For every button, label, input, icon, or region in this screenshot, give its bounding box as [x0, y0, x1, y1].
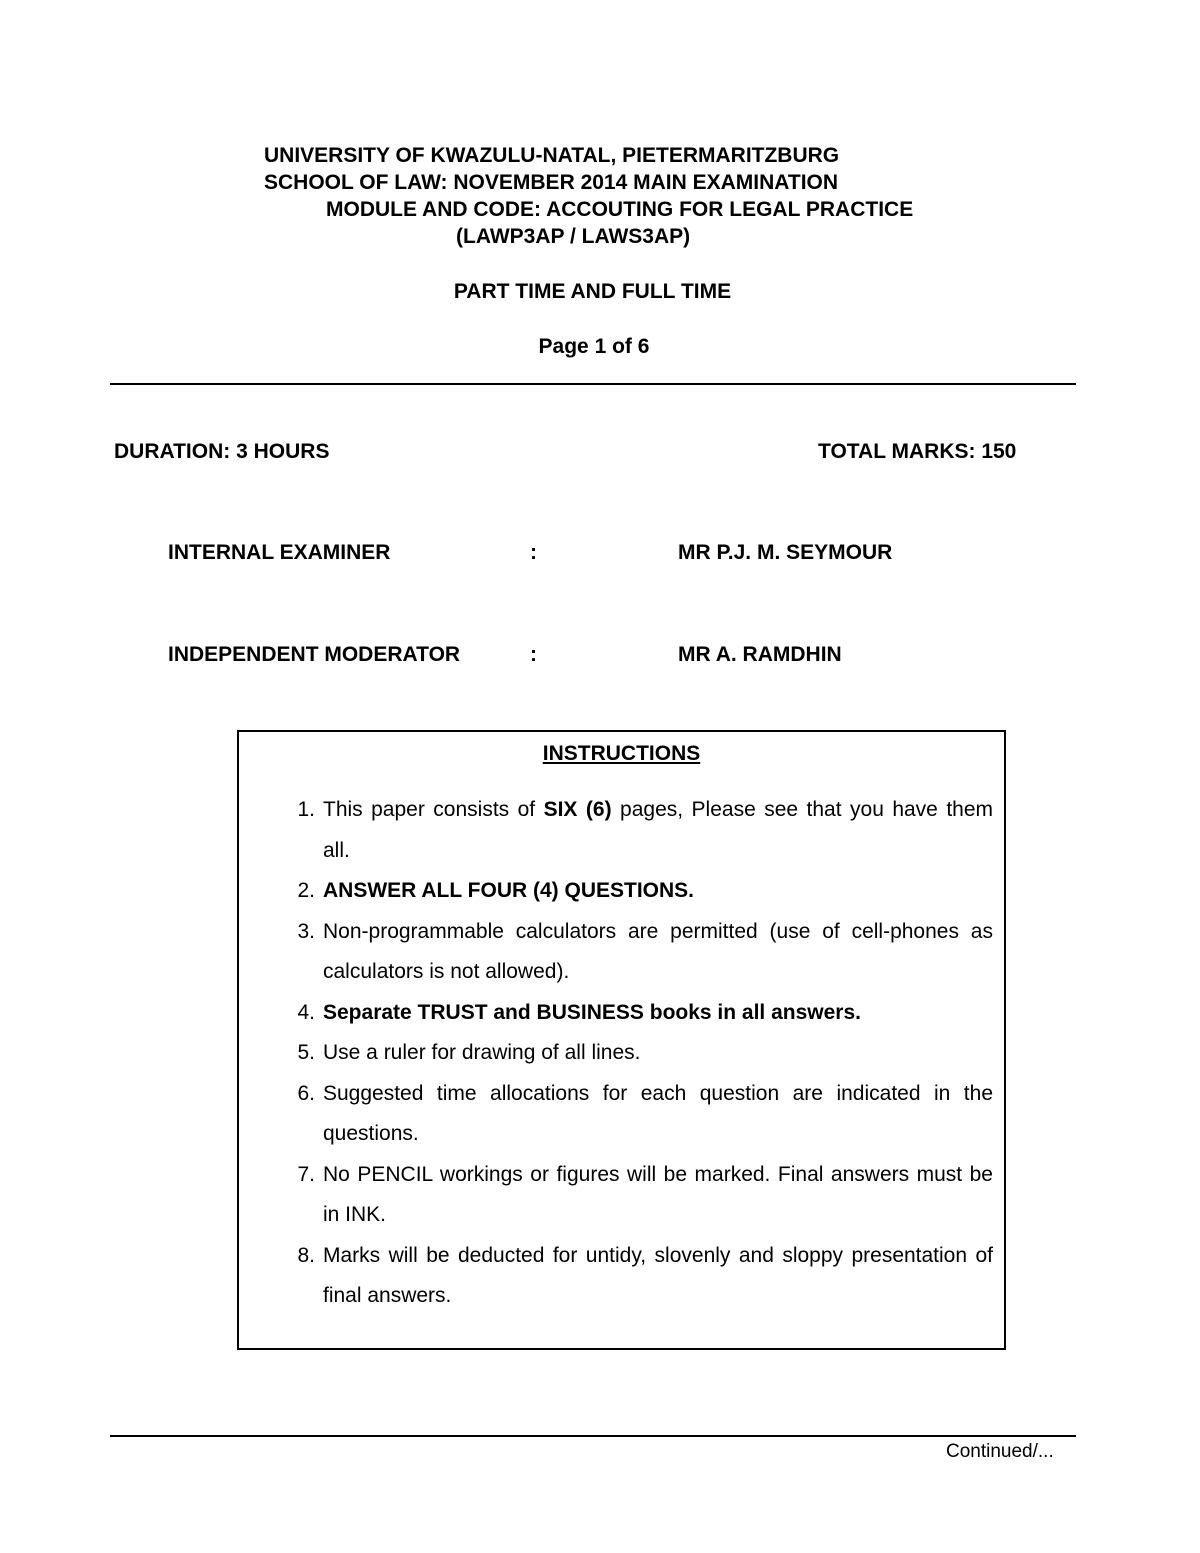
staff-role: INDEPENDENT MODERATOR	[168, 643, 461, 666]
staff-separator: :	[530, 643, 537, 666]
staff-name: MR P.J. M. SEYMOUR	[678, 541, 893, 564]
staff-name: MR A. RAMDHIN	[678, 643, 842, 666]
instruction-item: 8. Marks will be deducted for untidy, slovenly and sloppy presentation of final answers.	[285, 1236, 993, 1317]
instructions-list	[285, 790, 993, 1317]
instruction-item: 7. No PENCIL workings or figures will be marked. Final answers must be in INK.	[285, 1155, 993, 1236]
university-title: UNIVERSITY OF KWAZULU-NATAL, PIETERMARITZBURG	[264, 144, 840, 167]
module-code: (LAWP3AP / LAWS3AP)	[456, 225, 691, 248]
staff-separator: :	[530, 541, 537, 564]
instruction-number: 6.	[297, 1081, 315, 1105]
module-line: MODULE AND CODE: ACCOUTING FOR LEGAL PRACTICE	[326, 198, 914, 221]
instruction-number: 4.	[297, 1000, 315, 1024]
instruction-item: 4. Separate TRUST and BUSINESS books in all answers.	[285, 993, 993, 1034]
instruction-item: 2. ANSWER ALL FOUR (4) QUESTIONS.	[285, 871, 993, 912]
instructions-title: INSTRUCTIONS	[542, 742, 701, 765]
continued-note: Continued/...	[946, 1441, 1054, 1462]
instruction-item: 6. Suggested time allocations for each question are indicated in the questions.	[285, 1074, 993, 1155]
instruction-number: 5.	[297, 1041, 315, 1064]
instruction-number: 3.	[297, 919, 315, 943]
instruction-item: 3. Non-programmable calculators are permitted (use of cell-phones as calculators is not allowed).	[285, 912, 993, 993]
school-exam-line: SCHOOL OF LAW: NOVEMBER 2014 MAIN EXAMINATION	[264, 171, 839, 194]
instructions-box	[237, 730, 1006, 1350]
instruction-number: 7.	[297, 1162, 315, 1186]
header-rule	[110, 383, 1076, 385]
instruction-number: 2.	[297, 879, 315, 902]
duration: DURATION: 3 HOURS	[114, 440, 330, 463]
footer-rule	[110, 1435, 1076, 1437]
instruction-item: 5. Use a ruler for drawing of all lines.	[285, 1033, 993, 1074]
page-number: Page 1 of 6	[538, 335, 650, 358]
staff-role: INTERNAL EXAMINER	[168, 541, 391, 564]
study-mode: PART TIME AND FULL TIME	[453, 280, 732, 303]
instruction-number: 1.	[297, 798, 315, 821]
total-marks: TOTAL MARKS: 150	[818, 440, 1017, 463]
instruction-number: 8.	[297, 1243, 315, 1267]
instruction-item: 1. This paper consists of SIX (6) pages, Please see that you have them all.	[285, 790, 993, 871]
